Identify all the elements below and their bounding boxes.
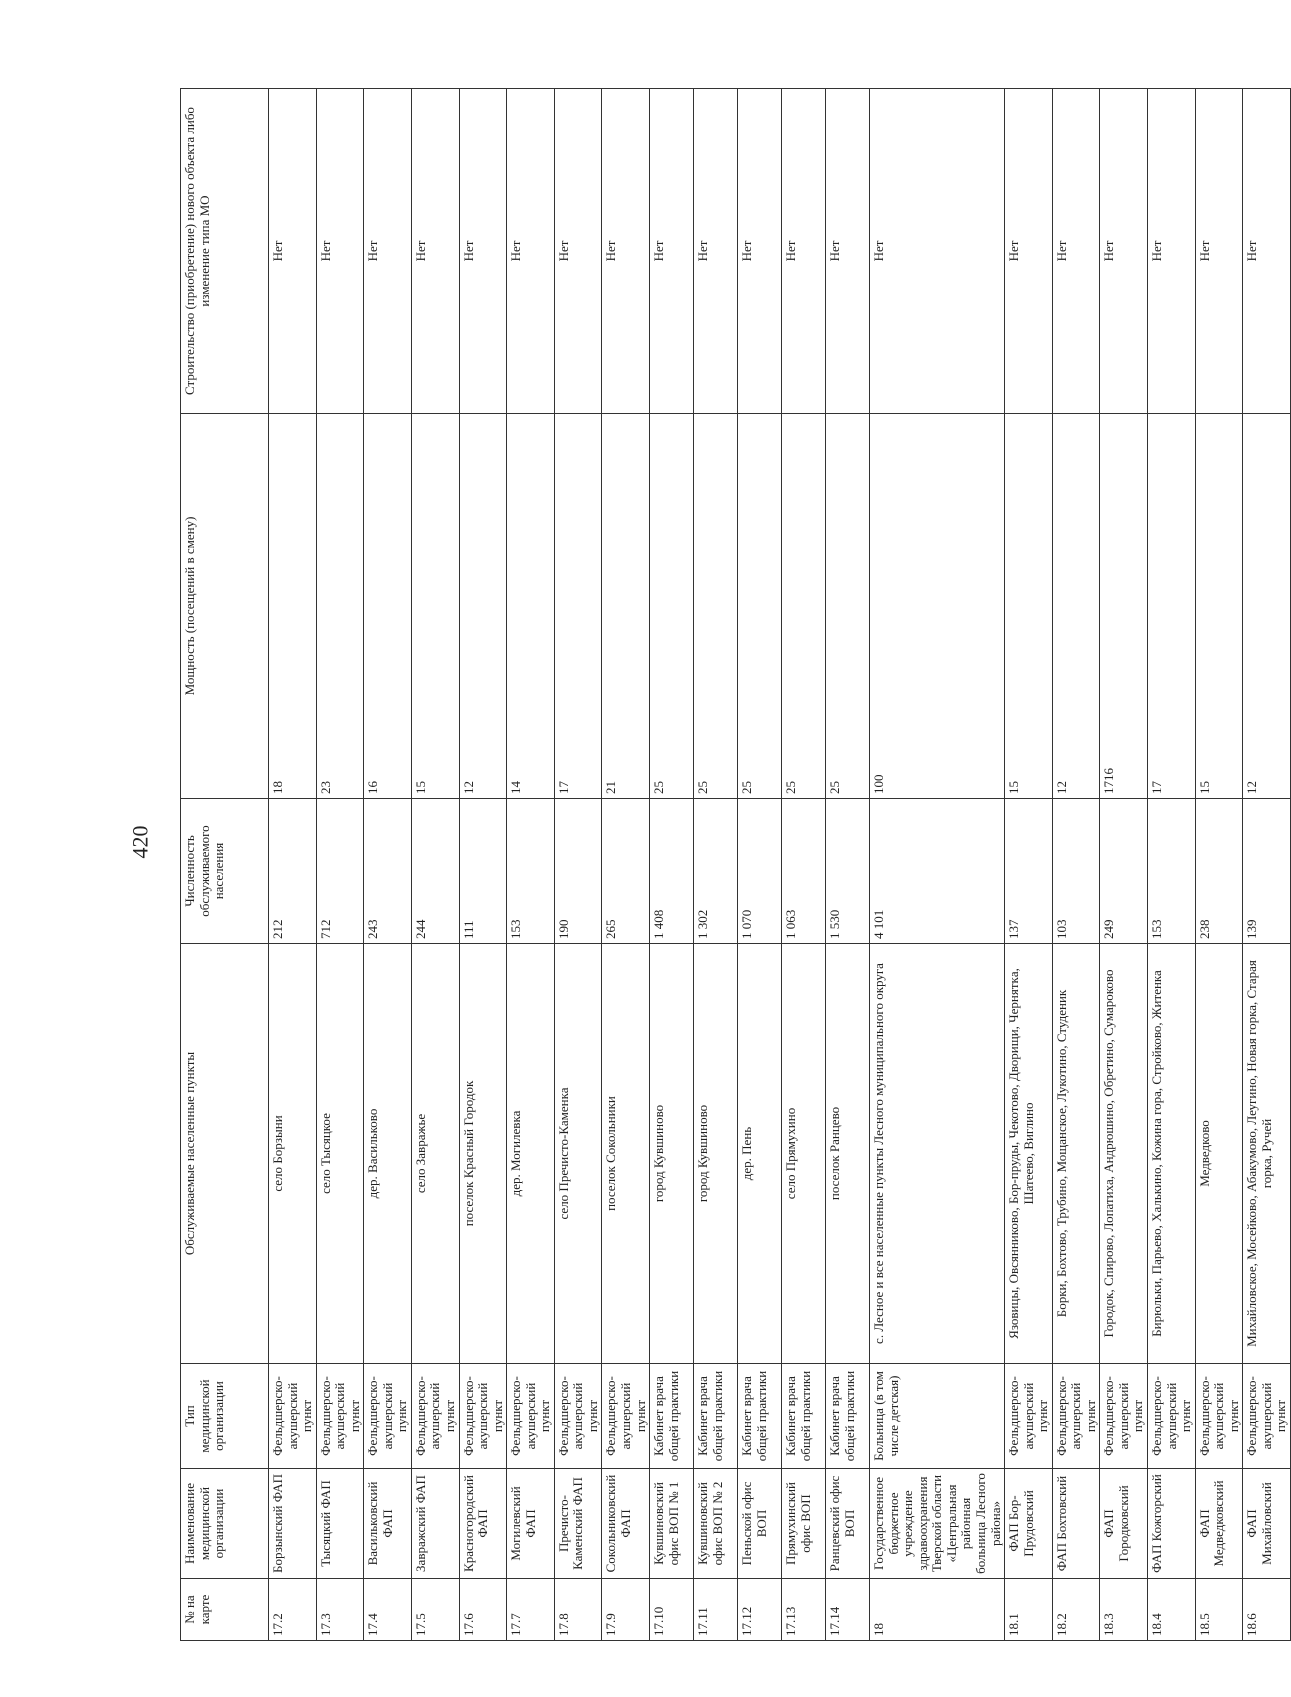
cell-capacity: 18 [269,414,317,799]
cell-construction: Нет [411,89,459,414]
table-row [602,89,650,1641]
cell-construction: Нет [650,89,694,414]
cell-capacity: 21 [602,414,650,799]
table-row [1005,89,1053,1641]
cell-organization-name: Кувшиновский офис ВОП № 1 [650,1469,694,1579]
table-row [1100,89,1148,1641]
cell-settlements: город Кувшиново [694,944,738,1364]
cell-capacity: 17 [554,414,602,799]
cell-construction: Нет [1195,89,1243,414]
cell-population: 265 [602,799,650,944]
cell-settlements: Бирюльки, Парьево, Халькино, Кожина гора, Стройково, Житенка [1147,944,1195,1364]
table-row [554,89,602,1641]
cell-settlements: Городок, Спирово, Лопатиха, Андрюшино, Обретино, Сумароково [1100,944,1148,1364]
cell-capacity: 25 [826,414,870,799]
table-row [269,89,317,1641]
table-body [269,89,1291,1641]
cell-organization-type: Кабинет врача общей практики [782,1364,826,1469]
cell-population: 1 302 [694,799,738,944]
cell-capacity: 1716 [1100,414,1148,799]
cell-construction: Нет [782,89,826,414]
cell-capacity: 15 [1195,414,1243,799]
cell-construction: Нет [694,89,738,414]
cell-capacity: 23 [316,414,364,799]
facilities-table-container [180,89,1289,1641]
cell-map-number: 17.7 [507,1579,555,1641]
cell-construction: Нет [459,89,507,414]
cell-organization-name: ФАП Михайловский [1243,1469,1291,1579]
table-row [826,89,870,1641]
cell-settlements: Медведково [1195,944,1243,1364]
cell-population: 212 [269,799,317,944]
cell-map-number: 17.9 [602,1579,650,1641]
table-row [316,89,364,1641]
cell-organization-name: Прямухинский офис ВОП [782,1469,826,1579]
cell-capacity: 17 [1147,414,1195,799]
header-map-number: № на карте [181,1579,269,1641]
cell-organization-name: ФАП Медведковский [1195,1469,1243,1579]
cell-capacity: 12 [459,414,507,799]
cell-map-number: 17.5 [411,1579,459,1641]
cell-population: 1 070 [738,799,782,944]
cell-population: 1 530 [826,799,870,944]
cell-organization-type: Кабинет врача общей практики [694,1364,738,1469]
cell-organization-type: Фельдшерско-акушерский пункт [1243,1364,1291,1469]
cell-capacity: 25 [782,414,826,799]
cell-map-number: 18.5 [1195,1579,1243,1641]
cell-map-number: 18.4 [1147,1579,1195,1641]
cell-settlements: дер. Васильково [364,944,412,1364]
cell-settlements: поселок Ранцево [826,944,870,1364]
cell-organization-name: ФАП Бор-Прудовский [1005,1469,1053,1579]
cell-organization-type: Фельдшерско-акушерский пункт [1100,1364,1148,1469]
cell-population: 139 [1243,799,1291,944]
cell-construction: Нет [1100,89,1148,414]
cell-organization-name: ФАП Бохтовский [1052,1469,1100,1579]
cell-construction: Нет [554,89,602,414]
cell-capacity: 15 [1005,414,1053,799]
cell-organization-type: Фельдшерско-акушерский пункт [459,1364,507,1469]
cell-construction: Нет [602,89,650,414]
cell-capacity: 25 [694,414,738,799]
cell-map-number: 18 [870,1579,1005,1641]
header-construction: Строительство (приобретение) нового объекта либо изменение типа МО [181,89,269,414]
table-header-row [181,89,269,1641]
cell-map-number: 17.11 [694,1579,738,1641]
cell-organization-name: Сокольниковский ФАП [602,1469,650,1579]
cell-organization-type: Фельдшерско-акушерский пункт [507,1364,555,1469]
table-row [1052,89,1100,1641]
cell-settlements: дер. Пень [738,944,782,1364]
cell-population: 153 [1147,799,1195,944]
cell-map-number: 17.4 [364,1579,412,1641]
cell-capacity: 16 [364,414,412,799]
cell-construction: Нет [269,89,317,414]
cell-construction: Нет [507,89,555,414]
cell-map-number: 17.14 [826,1579,870,1641]
cell-construction: Нет [1243,89,1291,414]
cell-population: 1 408 [650,799,694,944]
table-row [738,89,782,1641]
facilities-table [180,88,1291,1641]
table-row [782,89,826,1641]
cell-organization-type: Фельдшерско-акушерский пункт [364,1364,412,1469]
cell-organization-name: Тысяцкий ФАП [316,1469,364,1579]
cell-population: 238 [1195,799,1243,944]
cell-organization-name: ФАП Кожгорский [1147,1469,1195,1579]
cell-settlements: село Завражье [411,944,459,1364]
page-number: 420 [127,825,152,859]
cell-organization-name: Борзынский ФАП [269,1469,317,1579]
header-settlements: Обслуживаемые населенные пункты [181,944,269,1364]
cell-map-number: 18.3 [1100,1579,1148,1641]
cell-settlements: дер. Могилевка [507,944,555,1364]
cell-construction: Нет [738,89,782,414]
cell-organization-name: Васильковский ФАП [364,1469,412,1579]
cell-construction: Нет [826,89,870,414]
cell-organization-name: Красногородский ФАП [459,1469,507,1579]
cell-capacity: 100 [870,414,1005,799]
table-row [411,89,459,1641]
cell-construction: Нет [870,89,1005,414]
cell-construction: Нет [316,89,364,414]
cell-organization-type: Фельдшерско-акушерский пункт [1195,1364,1243,1469]
cell-settlements: поселок Красный Городок [459,944,507,1364]
cell-organization-type: Фельдшерско-акушерский пункт [1147,1364,1195,1469]
cell-organization-name: Кувшиновский офис ВОП № 2 [694,1469,738,1579]
cell-organization-type: Фельдшерско-акушерский пункт [269,1364,317,1469]
cell-capacity: 15 [411,414,459,799]
cell-construction: Нет [364,89,412,414]
cell-map-number: 18.1 [1005,1579,1053,1641]
cell-construction: Нет [1005,89,1053,414]
cell-population: 4 101 [870,799,1005,944]
cell-population: 137 [1005,799,1053,944]
cell-capacity: 14 [507,414,555,799]
table-row [459,89,507,1641]
cell-settlements: поселок Сокольники [602,944,650,1364]
cell-population: 244 [411,799,459,944]
cell-organization-name: Государственное бюджетное учреждение здравоохранения Тверской области «Центральная районная больница Лесного района» [870,1469,1005,1579]
cell-map-number: 17.12 [738,1579,782,1641]
cell-organization-name: Могилевский ФАП [507,1469,555,1579]
page-number-container [116,818,164,866]
cell-organization-type: Фельдшерско-акушерский пункт [554,1364,602,1469]
cell-organization-name: Пречисто-Каменский ФАП [554,1469,602,1579]
cell-population: 103 [1052,799,1100,944]
cell-organization-type: Больница (в том числе детская) [870,1364,1005,1469]
cell-settlements: село Пречисто-Каменка [554,944,602,1364]
cell-map-number: 17.8 [554,1579,602,1641]
cell-map-number: 17.13 [782,1579,826,1641]
header-capacity: Мощность (посещений в смену) [181,414,269,799]
header-population: Численность обслуживаемого населения [181,799,269,944]
table-row [507,89,555,1641]
cell-settlements: село Прямухино [782,944,826,1364]
cell-population: 111 [459,799,507,944]
cell-capacity: 12 [1052,414,1100,799]
cell-population: 153 [507,799,555,944]
cell-organization-type: Кабинет врача общей практики [650,1364,694,1469]
cell-map-number: 17.10 [650,1579,694,1641]
header-organization-name: Наименование медицинской организации [181,1469,269,1579]
cell-organization-type: Кабинет врача общей практики [826,1364,870,1469]
cell-organization-type: Фельдшерско-акушерский пункт [1052,1364,1100,1469]
cell-map-number: 18.6 [1243,1579,1291,1641]
cell-organization-type: Кабинет врача общей практики [738,1364,782,1469]
cell-organization-name: ФАП Городковский [1100,1469,1148,1579]
cell-settlements: село Тысяцкое [316,944,364,1364]
cell-population: 243 [364,799,412,944]
cell-organization-name: Пеньской офис ВОП [738,1469,782,1579]
cell-construction: Нет [1147,89,1195,414]
cell-capacity: 25 [650,414,694,799]
cell-organization-name: Ранцевский офис ВОП [826,1469,870,1579]
cell-settlements: Михайловское, Мосейково, Абакумово, Леугино, Новая горка, Старая горка, Ручей [1243,944,1291,1364]
table-row [1195,89,1243,1641]
cell-construction: Нет [1052,89,1100,414]
cell-map-number: 18.2 [1052,1579,1100,1641]
cell-organization-type: Фельдшерско-акушерский пункт [602,1364,650,1469]
cell-settlements: город Кувшиново [650,944,694,1364]
table-row [1243,89,1291,1641]
cell-map-number: 17.2 [269,1579,317,1641]
cell-population: 249 [1100,799,1148,944]
table-row [650,89,694,1641]
header-organization-type: Тип медицинской организации [181,1364,269,1469]
table-row [364,89,412,1641]
cell-settlements: село Борзыни [269,944,317,1364]
cell-settlements: с. Лесное и все населенные пункты Лесного муниципального округа [870,944,1005,1364]
cell-capacity: 25 [738,414,782,799]
cell-organization-type: Фельдшерско-акушерский пункт [316,1364,364,1469]
table-row [694,89,738,1641]
cell-population: 190 [554,799,602,944]
cell-capacity: 12 [1243,414,1291,799]
cell-organization-type: Фельдшерско-акушерский пункт [1005,1364,1053,1469]
cell-settlements: Борки, Бохтово, Трубино, Мощанское, Лукотино, Студеник [1052,944,1100,1364]
cell-organization-name: Завражский ФАП [411,1469,459,1579]
cell-organization-type: Фельдшерско-акушерский пункт [411,1364,459,1469]
cell-map-number: 17.3 [316,1579,364,1641]
cell-population: 1 063 [782,799,826,944]
table-row [1147,89,1195,1641]
cell-map-number: 17.6 [459,1579,507,1641]
table-row [870,89,1005,1641]
cell-population: 712 [316,799,364,944]
cell-settlements: Язовицы, Овсянниково, Бор-пруды, Чекотово, Дворищи, Черняткa, Шатеево, Виглино [1005,944,1053,1364]
